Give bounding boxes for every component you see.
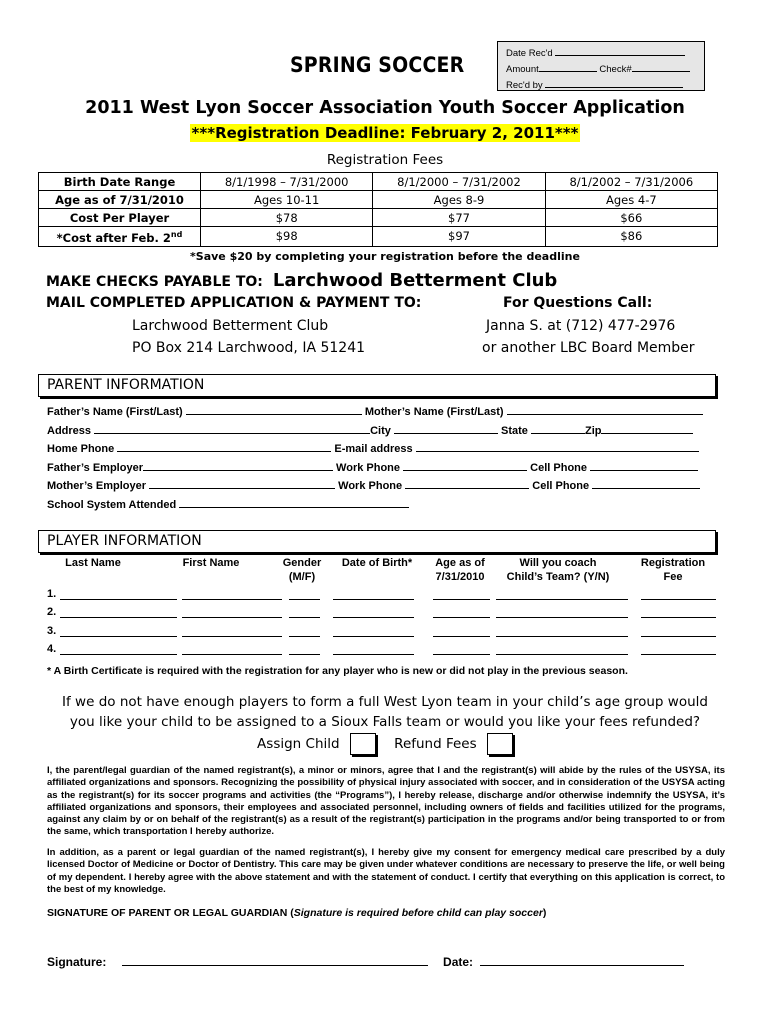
col-gender-line1: Gender: [282, 557, 322, 569]
date-label: Date:: [443, 955, 474, 969]
questions-label: For Questions Call:: [503, 295, 653, 311]
team-question: [0, 692, 770, 755]
player-last-name-field[interactable]: [60, 636, 177, 637]
fees-table: [38, 172, 718, 247]
fees-title: Registration Fees: [326, 152, 444, 168]
fathers-employer-row: [47, 459, 698, 474]
recd-by-label: Rec'd by: [506, 80, 543, 91]
player-row-number: 2.: [47, 606, 57, 618]
amount-label: Amount: [506, 64, 539, 75]
player-age-field[interactable]: [433, 617, 490, 618]
player-dob-field[interactable]: [333, 636, 414, 637]
col-fee-line1: Registration: [640, 557, 706, 569]
fees-cell: $97: [373, 227, 545, 247]
address-field[interactable]: [94, 422, 370, 434]
fathers-work-phone-label: Work Phone: [336, 462, 401, 474]
fees-label: Age as of 7/31/2010: [39, 191, 201, 209]
save-note: *Save $20 by completing your registration before the deadline: [190, 250, 580, 263]
questions-line1: Janna S. at (712) 477-2976: [486, 318, 676, 334]
fees-label: Cost Per Player: [39, 209, 201, 227]
mothers-cell-phone-label: Cell Phone: [532, 480, 590, 492]
late-cost-sup: nd: [170, 230, 183, 239]
fees-cell: Ages 8-9: [373, 191, 545, 209]
fees-cell: $78: [201, 209, 373, 227]
player-age-field[interactable]: [433, 636, 490, 637]
mothers-cell-phone-field[interactable]: [592, 477, 700, 489]
check-field[interactable]: [632, 61, 690, 72]
player-section-header: PLAYER INFORMATION: [38, 530, 716, 553]
col-gender: [278, 556, 326, 584]
player-first-name-field[interactable]: [182, 654, 282, 655]
fees-cell: 8/1/2002 – 7/31/2006: [545, 173, 717, 191]
fathers-employer-field[interactable]: [143, 459, 333, 471]
fees-row-age: [39, 191, 718, 209]
mail-label: MAIL COMPLETED APPLICATION & PAYMENT TO:: [46, 295, 422, 311]
amount-field[interactable]: [539, 61, 597, 72]
email-field[interactable]: [416, 440, 699, 452]
fees-row-cost: [39, 209, 718, 227]
player-row-number: 3.: [47, 625, 57, 637]
col-coach-line2: Child’s Team? (Y/N): [506, 571, 610, 583]
mothers-name-field[interactable]: [507, 403, 703, 415]
player-coach-field[interactable]: [496, 654, 628, 655]
school-row: [47, 496, 409, 511]
city-label: City: [370, 425, 391, 437]
zip-field[interactable]: [601, 422, 693, 434]
player-age-field[interactable]: [433, 654, 490, 655]
fathers-employer-label: Father’s Employer: [47, 462, 143, 474]
col-gender-line2: (M/F): [288, 571, 316, 583]
signature-row: [47, 954, 684, 969]
refund-fees-checkbox[interactable]: [487, 733, 513, 755]
player-row-number: 1.: [47, 588, 57, 600]
player-dob-field[interactable]: [333, 599, 414, 600]
team-options: [0, 733, 770, 755]
col-age-line1: Age as of: [435, 557, 485, 569]
checks-label: MAKE CHECKS PAYABLE TO:: [46, 274, 263, 290]
date-recd-field[interactable]: [555, 45, 685, 56]
parent-section-header: PARENT INFORMATION: [38, 374, 716, 397]
signature-title: [47, 907, 546, 919]
fathers-name-label: Father’s Name (First/Last): [47, 406, 183, 418]
parent-names-row: [47, 403, 703, 418]
fathers-cell-phone-label: Cell Phone: [530, 462, 587, 474]
col-first-name: First Name: [182, 557, 240, 569]
player-gender-field[interactable]: [289, 617, 320, 618]
col-age: [427, 556, 493, 584]
release-paragraph: I, the parent/legal guardian of the named registrant(s), a minor or minors, agree that I and the registrant(s) will abide by the rules of the USYSA, its affiliated organizations and sponsors. Recognizing the possibility of physical injury associated with soccer, and in consideration of the USYSA acting as the registrant(s) for its soccer programs and activities (the “Programs”), I hereby release, discharge and/or otherwise indemnify the USYSA, it’s affiliated organizations and sponsors, their employees and associated personnel, including owners of fields and facilities utilized for the programs, against any claim by or on behalf of the registrant(s) as a result of the registrant(s) participation in the programs and/or being transported to or from the same, which transportation I hereby authorize.: [47, 765, 725, 838]
recd-by-field[interactable]: [545, 77, 683, 88]
player-gender-field[interactable]: [289, 636, 320, 637]
mothers-employer-label: Mother’s Employer: [47, 480, 147, 492]
player-gender-field[interactable]: [289, 599, 320, 600]
signature-title-italic: Signature is required before child can play soccer: [293, 907, 543, 919]
signature-field[interactable]: [122, 954, 428, 966]
fathers-name-field[interactable]: [186, 403, 362, 415]
signature-title-end: ): [542, 907, 547, 919]
fees-cell: $98: [201, 227, 373, 247]
email-label: E-mail address: [334, 443, 413, 455]
col-fee-line2: Fee: [663, 571, 683, 583]
mothers-work-phone-label: Work Phone: [338, 480, 403, 492]
zip-label: Zip: [584, 425, 602, 437]
col-coach-line1: Will you coach: [519, 557, 597, 569]
mail-address-line1: Larchwood Betterment Club: [132, 318, 329, 334]
checks-payable: [46, 270, 557, 291]
col-coach: [497, 556, 619, 584]
mothers-employer-field[interactable]: [149, 477, 335, 489]
team-question-line2: you like your child to be assigned to a Sioux Falls team or would you like your fees refunded?: [69, 714, 701, 730]
player-last-name-field[interactable]: [60, 654, 177, 655]
address-label: Address: [47, 425, 92, 437]
fathers-cell-phone-field[interactable]: [590, 459, 698, 471]
home-phone-field[interactable]: [117, 440, 331, 452]
fees-cell: $66: [545, 209, 717, 227]
checks-payee: Larchwood Betterment Club: [272, 270, 558, 291]
fees-cell: 8/1/1998 – 7/31/2000: [201, 173, 373, 191]
form-subtitle: 2011 West Lyon Soccer Association Youth Soccer Application: [85, 98, 685, 118]
assign-child-checkbox[interactable]: [350, 733, 376, 755]
fees-row-birth-range: [39, 173, 718, 191]
player-dob-field[interactable]: [333, 654, 414, 655]
birth-certificate-note: * A Birth Certificate is required with the registration for any player who is new or did not play in the previous season.: [47, 665, 628, 677]
player-fee-field[interactable]: [641, 617, 716, 618]
city-field[interactable]: [394, 422, 498, 434]
signature-label: Signature:: [47, 955, 107, 969]
player-last-name-field[interactable]: [60, 617, 177, 618]
refund-fees-label: Refund Fees: [394, 736, 477, 752]
office-use-box: [497, 41, 705, 91]
page-title: SPRING SOCCER: [290, 53, 465, 77]
player-last-name-field[interactable]: [60, 599, 177, 600]
fathers-work-phone-field[interactable]: [403, 459, 527, 471]
late-cost-label: *Cost after Feb. 2: [56, 230, 171, 245]
player-coach-field[interactable]: [496, 617, 628, 618]
player-age-field[interactable]: [433, 599, 490, 600]
player-fee-field[interactable]: [641, 599, 716, 600]
state-field[interactable]: [531, 422, 585, 434]
player-gender-field[interactable]: [289, 654, 320, 655]
team-question-line1: If we do not have enough players to form a full West Lyon team in your child’s age group would: [62, 694, 708, 710]
player-coach-field[interactable]: [496, 599, 628, 600]
fees-cell: $77: [373, 209, 545, 227]
state-label: State: [501, 425, 528, 437]
assign-child-label: Assign Child: [257, 736, 340, 752]
player-fee-field[interactable]: [641, 636, 716, 637]
player-row-number: 4.: [47, 643, 57, 655]
col-dob: Date of Birth*: [341, 557, 413, 569]
home-phone-label: Home Phone: [47, 443, 115, 455]
fees-cell: 8/1/2000 – 7/31/2002: [373, 173, 545, 191]
fees-label: Birth Date Range: [39, 173, 201, 191]
registration-deadline: [0, 124, 770, 142]
phone-email-row: [47, 440, 699, 455]
col-age-line2: 7/31/2010: [435, 571, 485, 583]
col-fee: [632, 556, 714, 584]
address-row: [47, 422, 693, 437]
consent-paragraph: In addition, as a parent or legal guardian of the named registrant(s), I hereby give my consent for emergency medical care prescribed by a duly licensed Doctor of Medicine or Doctor of Dentistry. This care may be given under whatever conditions are necessary to preserve the life, or well being of my dependent. I hereby agree with the above statement and with the statement of conduct. I certify that everything on this application is correct, to the best of my knowledge.: [47, 847, 725, 895]
fees-row-late-cost: [39, 227, 718, 247]
player-first-name-field[interactable]: [182, 599, 282, 600]
mothers-work-phone-field[interactable]: [405, 477, 529, 489]
signature-title-text: SIGNATURE OF PARENT OR LEGAL GUARDIAN (: [47, 907, 294, 919]
fees-label: [39, 227, 201, 247]
player-fee-field[interactable]: [641, 654, 716, 655]
school-label: School System Attended: [47, 499, 177, 511]
fees-cell: Ages 10-11: [201, 191, 373, 209]
player-first-name-field[interactable]: [182, 617, 282, 618]
player-coach-field[interactable]: [496, 636, 628, 637]
deadline-text: ***Registration Deadline: February 2, 2011***: [191, 124, 579, 142]
player-first-name-field[interactable]: [182, 636, 282, 637]
mothers-employer-row: [47, 477, 700, 492]
date-recd-label: Date Rec'd: [506, 48, 553, 59]
fees-cell: Ages 4-7: [545, 191, 717, 209]
mail-address-line2: PO Box 214 Larchwood, IA 51241: [132, 340, 366, 356]
fees-cell: $86: [545, 227, 717, 247]
player-dob-field[interactable]: [333, 617, 414, 618]
school-field[interactable]: [179, 496, 409, 508]
col-last-name: Last Name: [65, 557, 121, 569]
check-label: Check#: [599, 64, 632, 75]
date-field[interactable]: [480, 954, 684, 966]
mothers-name-label: Mother’s Name (First/Last): [364, 406, 504, 418]
questions-line2: or another LBC Board Member: [482, 340, 695, 356]
